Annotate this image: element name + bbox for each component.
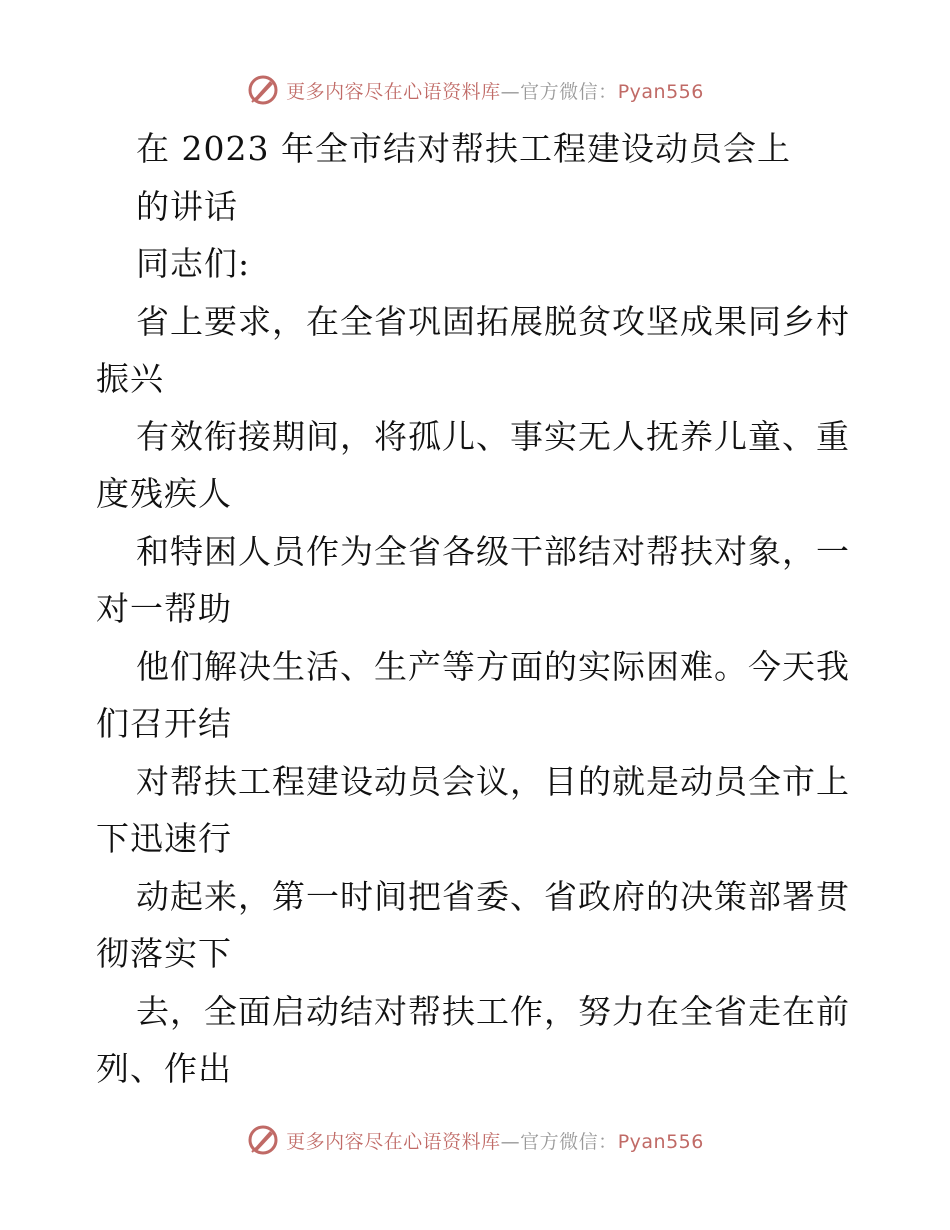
text-line: 彻落实下: [96, 934, 232, 973]
watermark-main: 更多内容尽在心语资料库: [286, 1130, 501, 1153]
text-line: 同志们:: [136, 244, 251, 283]
text-line: 的讲话: [136, 186, 238, 226]
text-line: 去，全面启动结对帮扶工作，努力在全省走在前: [136, 991, 850, 1031]
text-line: 省上要求，在全省巩固拓展脱贫攻坚成果同乡村: [136, 301, 850, 341]
quill-seal-icon: [246, 73, 280, 107]
watermark-id: Pyan556: [617, 1130, 704, 1153]
text-line: 对帮扶工程建设动员会议，目的就是动员全市上: [136, 761, 850, 801]
document-body: [96, 120, 856, 1098]
text-line: 振兴: [96, 359, 164, 398]
watermark-sub: —官方微信：: [500, 80, 618, 103]
footer-watermark: [0, 1120, 950, 1160]
text-line: 有效衔接期间，将孤儿、事实无人抚养儿童、重: [136, 416, 850, 456]
watermark-id: Pyan556: [617, 80, 704, 103]
watermark-sub: —官方微信：: [500, 1130, 618, 1153]
quill-seal-icon: [246, 1123, 280, 1157]
watermark-text: [286, 77, 704, 104]
header-watermark: [0, 70, 950, 110]
text-line: 他们解决生活、生产等方面的实际困难。今天我: [136, 646, 850, 686]
text-line: 和特困人员作为全省各级干部结对帮扶对象，一: [136, 531, 850, 571]
text-line: 在 2023 年全市结对帮扶工程建设动员会上: [136, 129, 791, 168]
watermark-main: 更多内容尽在心语资料库: [286, 80, 501, 103]
text-line: 下迅速行: [96, 819, 232, 858]
text-line: 列、作出: [96, 1049, 232, 1088]
watermark-text: [286, 1127, 704, 1154]
text-line: 度残疾人: [96, 474, 232, 513]
text-line: 动起来，第一时间把省委、省政府的决策部署贯: [136, 876, 850, 916]
text-line: 对一帮助: [96, 589, 232, 628]
text-line: 们召开结: [96, 704, 232, 743]
